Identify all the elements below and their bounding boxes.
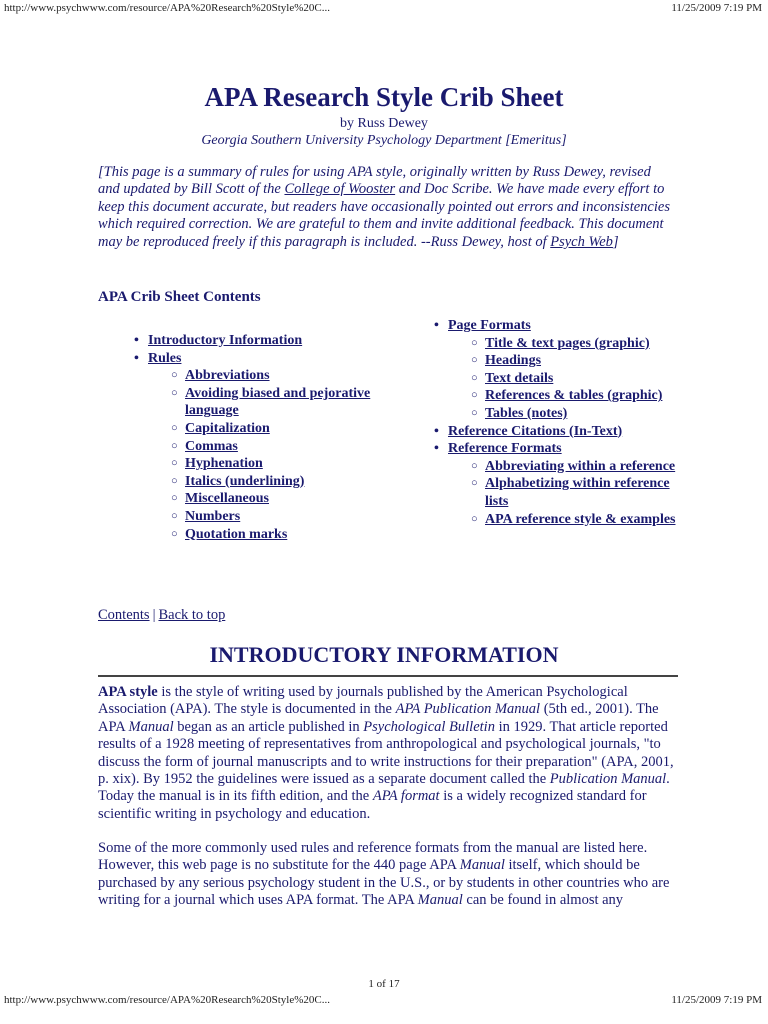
p1-text: is a widely recognized standard for scientific writing in psychology and education.	[98, 788, 647, 822]
toc-item	[485, 387, 688, 405]
college-of-wooster-link[interactable]: College of Wooster	[284, 181, 396, 198]
toc-item	[485, 511, 688, 529]
toc-item	[185, 420, 398, 438]
p1-italic: Publication Manual	[549, 771, 667, 788]
p2-italic: Manual	[417, 892, 463, 909]
p1-text: is the style of writing used by journals published by the American Psychological Association (APA). The style is documented in the	[98, 684, 628, 718]
p1-text: (5th ed., 2001). The APA	[98, 701, 659, 735]
toc-item	[185, 490, 398, 508]
intro-body-paragraph-2	[98, 840, 676, 910]
toc-item	[185, 455, 398, 473]
p1-text: in 1929. That article reported results of a 1928 meeting of representatives from anthropological and psychological journals, "to discuss the form of journal manuscripts and to write instructions for their preparation" (APA, 2001, p. xix). By 1952 the guidelines were issued as a separate document called the	[98, 718, 674, 788]
toc-link[interactable]: Title & text pages (graphic)	[485, 335, 650, 351]
toc-link[interactable]: Headings	[485, 353, 542, 369]
toc-link[interactable]: Rules	[148, 350, 182, 366]
section-heading: INTRODUCTORY INFORMATION	[209, 642, 559, 667]
p1-text: . Today the manual is in its fifth edition, and the	[98, 771, 670, 805]
print-header-url: http://www.psychwww.com/resource/APA%20Research%20Style%20C...	[4, 2, 330, 14]
toc-item	[485, 335, 688, 353]
section-divider	[98, 675, 678, 677]
toc-link[interactable]: References & tables (graphic)	[485, 388, 663, 404]
toc-left-list	[148, 332, 398, 543]
toc-item	[185, 508, 398, 526]
toc-item	[485, 405, 688, 423]
toc-link[interactable]: Miscellaneous	[185, 491, 269, 507]
toc-link[interactable]: Commas	[185, 438, 238, 454]
intro-text-3: ]	[612, 233, 619, 250]
psych-web-link[interactable]: Psych Web	[550, 233, 613, 250]
toc-right-list	[448, 317, 688, 528]
print-header-datetime: 11/25/2009 7:19 PM	[671, 2, 762, 14]
toc-link[interactable]: Hyphenation	[185, 456, 263, 472]
toc-link[interactable]: Reference Citations (In-Text)	[448, 423, 623, 439]
contents-link[interactable]: Contents	[98, 607, 150, 623]
p1-text: began as an article published in	[173, 718, 364, 735]
intro-text-1: [This page is a summary of rules for using APA style, originally written by Russ Dewey, revised and updated by Bill Scott of the	[98, 164, 651, 198]
p2-italic: Manual	[459, 857, 505, 874]
p1-italic: APA format	[372, 788, 440, 805]
toc-link[interactable]: Italics (underlining)	[185, 473, 305, 489]
apa-style-term: APA style	[98, 684, 158, 700]
toc-item	[485, 458, 688, 476]
toc-link[interactable]: Numbers	[185, 508, 241, 524]
nav-separator: |	[152, 607, 156, 623]
toc-item	[148, 350, 398, 368]
toc-link[interactable]: Quotation marks	[185, 526, 288, 542]
toc-link[interactable]: Alphabetizing within reference lists	[485, 476, 670, 509]
toc-item	[448, 440, 688, 458]
byline: by Russ Dewey	[340, 116, 428, 131]
back-to-top-link[interactable]: Back to top	[158, 607, 226, 623]
toc-link[interactable]: Reference Formats	[448, 441, 562, 457]
toc-link[interactable]: Abbreviating within a reference	[485, 458, 676, 474]
toc-link[interactable]: Avoiding biased and pejorative language	[185, 385, 371, 419]
toc-item	[448, 317, 688, 335]
toc-link[interactable]: APA reference style & examples	[485, 511, 676, 527]
toc-item	[185, 438, 398, 456]
p1-italic: Manual	[128, 718, 174, 735]
toc-item	[448, 423, 688, 441]
toc-item	[185, 526, 398, 544]
toc-item	[185, 385, 398, 420]
print-footer-url: http://www.psychwww.com/resource/APA%20Research%20Style%20C...	[4, 994, 330, 1006]
page-number: 1 of 17	[368, 978, 400, 990]
toc-item	[485, 352, 688, 370]
nav-links	[98, 607, 225, 624]
toc-item	[185, 367, 398, 385]
toc-link[interactable]: Text details	[485, 370, 554, 386]
print-footer-datetime: 11/25/2009 7:19 PM	[671, 994, 762, 1006]
contents-heading: APA Crib Sheet Contents	[98, 289, 261, 305]
p1-italic: Psychological Bulletin	[363, 718, 495, 735]
toc-link[interactable]: Page Formats	[448, 318, 531, 333]
affiliation: Georgia Southern University Psychology Department [Emeritus]	[201, 133, 567, 148]
page-title: APA Research Style Crib Sheet	[204, 82, 564, 112]
p2-text: itself, which should be purchased by any serious psychology student in the U.S., or by students in other countries who are writing for a journal which uses APA format. The APA	[98, 857, 670, 909]
intro-paragraph	[98, 164, 676, 251]
toc-item	[185, 473, 398, 491]
intro-body-paragraph-1	[98, 684, 676, 823]
p2-text: can be found in almost any	[462, 892, 624, 909]
toc-link[interactable]: Tables (notes)	[485, 405, 568, 421]
toc-link[interactable]: Capitalization	[185, 420, 270, 436]
p1-italic: APA Publication Manual	[395, 701, 541, 718]
toc-item	[485, 475, 688, 510]
toc-link[interactable]: Abbreviations	[185, 368, 270, 384]
toc-item	[148, 332, 398, 350]
toc-link[interactable]: Introductory Information	[148, 333, 303, 348]
toc-item	[485, 370, 688, 388]
intro-text-2: and Doc Scribe. We have made every effort to keep this document accurate, but readers have occasionally pointed out errors and inconsistencies which required correction. We are grateful to them and invite additional feedback. This document may be reproduced freely if this paragraph is included. --Russ Dewey, host of	[98, 181, 670, 250]
p2-text: Some of the more commonly used rules and reference formats from the manual are listed here. However, this web page is no substitute for the 440 page APA	[98, 840, 648, 874]
